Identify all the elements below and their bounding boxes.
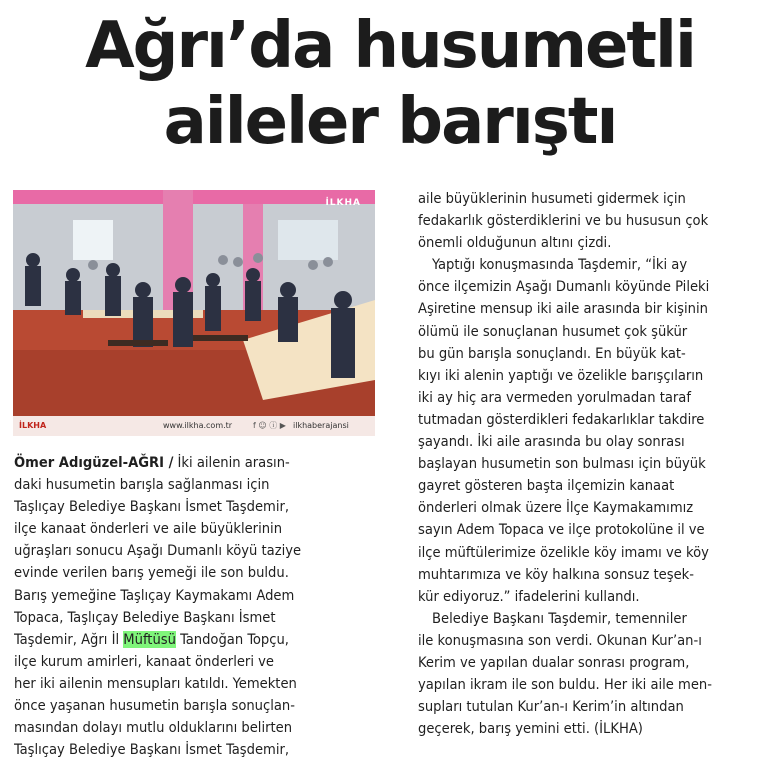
article-line: Topaca, Taşlıçay Belediye Başkanı İsmet xyxy=(14,608,276,626)
meeting-scene-illustration xyxy=(13,190,375,436)
article-line: ilçe kurum amirleri, kanaat önderleri ve xyxy=(14,652,274,670)
byline: Ömer Adıgüzel-AĞRI / xyxy=(14,454,174,471)
agency-logo-top: İLKHA xyxy=(325,198,361,208)
article-column-left xyxy=(14,452,376,761)
article-line: ilçe kanaat önderleri ve aile büyüklerinin xyxy=(14,520,283,538)
article-line: Taşdemir, Ağrı İl Müftüsü Tandoğan Topçu, xyxy=(14,630,289,648)
article-line: ile konuşmasına son verdi. Okunan Kur’an-ı xyxy=(418,631,702,649)
article-line: muhtarımıza ve köy halkına sonsuz teşek- xyxy=(418,565,694,583)
article-line: tutmadan gösterdikleri fedakarlıklar takdire xyxy=(418,410,705,428)
article-line: Barış yemeğine Taşlıçay Kaymakamı Adem xyxy=(14,586,295,604)
headline-line-1: Ağrı’da husumetli xyxy=(85,9,695,83)
article-line: her iki ailenin mensupları katıldı. Yemekten xyxy=(14,674,297,692)
article-line: yapılan ikram ile son buldu. Her iki aile men- xyxy=(418,676,712,694)
article-line: Taşlıçay Belediye Başkanı İsmet Taşdemir, xyxy=(14,498,290,516)
article-line: daki husumetin barışla sağlanması için xyxy=(14,476,270,494)
photo-credit-strip xyxy=(13,416,375,436)
social-handle: ilkhaberajansi xyxy=(293,421,349,430)
article-line: ölümü ile sonuçlanan husumet çok şükür xyxy=(418,322,688,340)
headline-line-2: aileler barıştı xyxy=(163,85,617,159)
social-icons: f ☺ ⓘ ▶ xyxy=(253,421,286,430)
article-line: önemli olduğunun altını çizdi. xyxy=(418,234,612,252)
article-line: bu gün barışla sonuçlandı. En büyük kat- xyxy=(418,344,686,362)
article-line: önce yaşanan husumetin barışla sonuçlan- xyxy=(14,697,295,715)
article-line: Yaptığı konuşmasında Taşdemir, “İki ay xyxy=(432,256,688,274)
article-line: aile büyüklerinin husumeti gidermek için xyxy=(418,190,686,207)
website-text: www.ilkha.com.tr xyxy=(163,421,233,430)
article-column-right xyxy=(418,188,770,740)
news-photo xyxy=(13,190,375,436)
article-line: Kerim ve yapılan dualar sonrası program, xyxy=(418,653,690,671)
article-line: Taşlıçay Belediye Başkanı İsmet Taşdemir, xyxy=(14,741,290,759)
article-line: kıyı iki alenin yaptığı ve özelikle barışçıların xyxy=(418,366,704,384)
article-line: Aşiretine mensup iki aile arasında bir kişinin xyxy=(418,300,708,318)
article-line: önderleri olmak üzere İlçe Kaymakamımız xyxy=(418,499,694,517)
article-line: uğraşları sonucu Aşağı Dumanlı köyü taziye xyxy=(14,542,302,560)
article-line: kür ediyoruz.” ifadelerini kullandı. xyxy=(418,587,640,605)
article-line: şayandı. İki aile arasında bu olay sonrası xyxy=(418,433,685,451)
article-line: önce ilçemizin Aşağı Dumanlı köyünde Pileki xyxy=(418,278,710,296)
article-line: Belediye Başkanı Taşdemir, temenniler xyxy=(432,609,687,627)
agency-logo-bottom: İLKHA xyxy=(19,421,47,430)
article-line: iki ay hiç ara vermeden yorulmadan taraf xyxy=(418,388,691,406)
article-line: gayret gösteren başta ilçemizin kanaat xyxy=(418,477,675,495)
article-line: geçerek, barış yemini etti. (İLKHA) xyxy=(418,720,643,738)
article-line: masından dolayı mutlu olduklarını belirten xyxy=(14,719,293,737)
highlighted-word: Müftüsü xyxy=(123,630,176,648)
article-line: başlayan husumetin son bulması için büyük xyxy=(418,455,706,473)
article-line: sayın Adem Topaca ve ilçe protokolüne il ve xyxy=(418,521,705,539)
article-line: supları tutulan Kur’an-ı Kerim’in altından xyxy=(418,698,684,716)
article-line: Ömer Adıgüzel-AĞRI / İki ailenin arasın- xyxy=(14,454,290,471)
article-line: evinde verilen barış yemeği ile son buldu. xyxy=(14,564,289,582)
headline xyxy=(0,8,780,160)
article-line: fedakarlık gösterdiklerini ve bu hususun çok xyxy=(418,212,709,230)
article-line: ilçe müftülerimize özelikle köy imamı ve köy xyxy=(418,543,709,561)
